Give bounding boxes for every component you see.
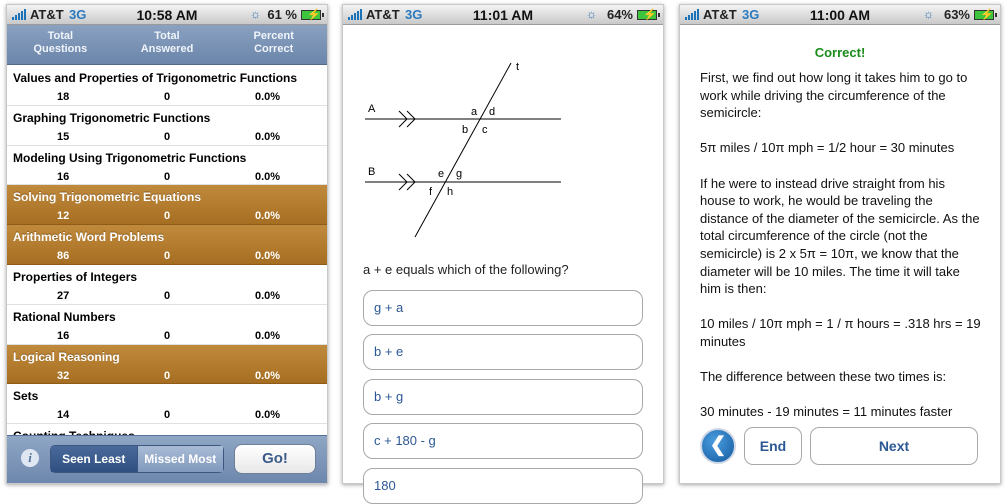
category-row[interactable] [7,265,327,305]
total-answered-value: 0 [164,170,171,183]
total-questions-value: 16 [57,329,70,342]
back-arrow-icon[interactable]: ❮ [700,428,736,464]
total-questions-value: 18 [57,91,70,103]
header-total-answered: Total Answered [140,30,194,55]
total-questions-value: 86 [57,250,70,263]
header-percent-correct: Percent Correct [253,30,294,55]
total-questions-value: 14 [57,409,70,422]
network-label: 3G [69,7,87,22]
total-answered-value: 0 [164,369,171,382]
carrier-label: AT&T [366,7,400,22]
label-a: a [471,106,478,118]
percent-correct-value: 0.0% [255,210,281,223]
total-answered-value: 0 [164,130,171,143]
category-list[interactable] [7,66,327,436]
category-row[interactable] [7,225,327,265]
label-d: d [489,106,496,118]
label-b: b [462,124,469,136]
seen-least-button[interactable]: Seen Least [51,446,137,472]
category-name: Solving Trigonometric Equations [13,190,202,205]
sync-icon: ☼ [250,7,261,21]
clock: 11:01 AM [472,7,534,23]
category-row[interactable] [7,185,327,225]
sort-segmented-control[interactable] [50,445,224,473]
percent-correct-value: 0.0% [255,130,281,143]
total-answered-value: 0 [164,210,171,223]
label-t: t [516,61,520,73]
battery-icon: ⚡ [301,10,321,20]
clock: 10:58 AM [136,7,198,23]
category-name: Rational Numbers [13,309,116,324]
percent-correct-value: 0.0% [255,289,281,302]
total-answered-value: 0 [164,91,171,103]
clock: 11:00 AM [809,7,871,23]
network-label: 3G [405,7,423,22]
category-row[interactable] [7,106,327,146]
total-questions-value: 27 [57,289,70,302]
transversal-t [415,63,511,237]
battery-percent: 64% [606,7,633,22]
total-questions-value: 32 [57,369,70,382]
total-answered-value: 0 [164,250,171,263]
total-answered-value: 0 [164,329,171,342]
category-row[interactable] [7,305,327,345]
screen-explanation [679,4,1001,484]
category-name: Sets [13,389,39,404]
answer-option-3[interactable]: b + g [363,379,643,415]
screen-category-stats [6,4,328,484]
battery-icon: ⚡ [637,10,657,20]
status-bar [7,5,327,25]
total-answered-value: 0 [164,289,171,302]
category-name: Values and Properties of Trigonometric Functions [13,71,298,85]
percent-correct-value: 0.0% [255,170,281,183]
missed-most-button[interactable]: Missed Most [137,446,224,472]
battery-percent: 61 % [267,7,297,22]
label-h: h [447,186,454,198]
percent-correct-value: 0.0% [255,250,281,263]
category-row[interactable] [7,345,327,385]
percent-correct-value: 0.0% [255,329,281,342]
percent-correct-value: 0.0% [255,409,281,422]
header-total-questions: Total Questions [33,30,88,55]
category-row[interactable] [7,146,327,186]
parallel-lines-figure [353,45,593,245]
stats-header [7,25,327,65]
geometry-diagram [353,45,593,245]
sync-icon: ☼ [923,7,934,21]
bottom-toolbar [7,435,327,483]
category-name: Graphing Trigonometric Functions [13,110,211,125]
bottom-controls [680,421,1000,483]
explanation-paragraph: The difference between these two times is: [700,369,947,385]
answer-option-4[interactable]: c + 180 - g [363,423,643,459]
category-row[interactable] [7,66,327,106]
end-button[interactable]: End [744,427,802,465]
result-label: Correct! [814,45,866,60]
explanation-paragraph: If he were to instead drive straight from his house to work, he would be traveling the distance of the diameter of the semicircle. As the total circumference of the circle (not the semicircle) is 2 x 5π = 10π, we know that the diameter will be 10 miles. The time it will take him is then: [700,175,980,297]
screen-question [342,4,664,493]
answer-option-1[interactable]: g + a [363,290,643,326]
answer-option-2[interactable]: b + e [363,334,643,370]
label-B: B [368,166,376,178]
status-bar [343,5,663,25]
explanation-paragraph: 5π miles / 10π mph = 1/2 hour = 30 minutes [700,140,955,156]
explanation-text[interactable] [700,69,982,421]
network-label: 3G [742,7,760,22]
battery-percent: 63% [943,7,970,22]
category-row[interactable] [7,384,327,424]
total-answered-value: 0 [164,409,171,422]
percent-correct-value: 0.0% [255,91,281,103]
question-text: a + e equals which of the following? [363,262,569,277]
total-questions-value: 16 [57,170,70,183]
explanation-paragraph: 10 miles / 10π mph = 1 / π hours = .318 hrs = 19 minutes [700,316,981,349]
explanation-paragraph: First, we find out how long it takes him to go to work while driving the circumference of the semicircle: [700,70,968,121]
label-A: A [368,103,376,115]
explanation-paragraph: 30 minutes - 19 minutes = 11 minutes faster [700,404,953,420]
label-c: c [482,124,488,136]
label-f: f [429,186,433,198]
sync-icon: ☼ [586,7,597,21]
info-icon[interactable]: i [21,449,39,467]
go-button[interactable]: Go! [234,444,316,474]
label-g: g [456,168,463,180]
total-questions-value: 12 [57,210,70,223]
category-name: Properties of Integers [13,269,138,284]
label-e: e [438,168,445,180]
next-button[interactable]: Next [810,427,978,465]
status-bar [680,5,1000,25]
category-name: Arithmetic Word Problems [13,230,165,245]
carrier-label: AT&T [30,7,64,22]
category-name: Logical Reasoning [13,349,120,364]
answer-option-5[interactable]: 180 [363,468,643,504]
percent-correct-value: 0.0% [255,369,281,382]
category-name: Modeling Using Trigonometric Functions [13,150,247,165]
total-questions-value: 15 [57,130,70,143]
battery-icon: ⚡ [974,10,994,20]
carrier-label: AT&T [703,7,737,22]
